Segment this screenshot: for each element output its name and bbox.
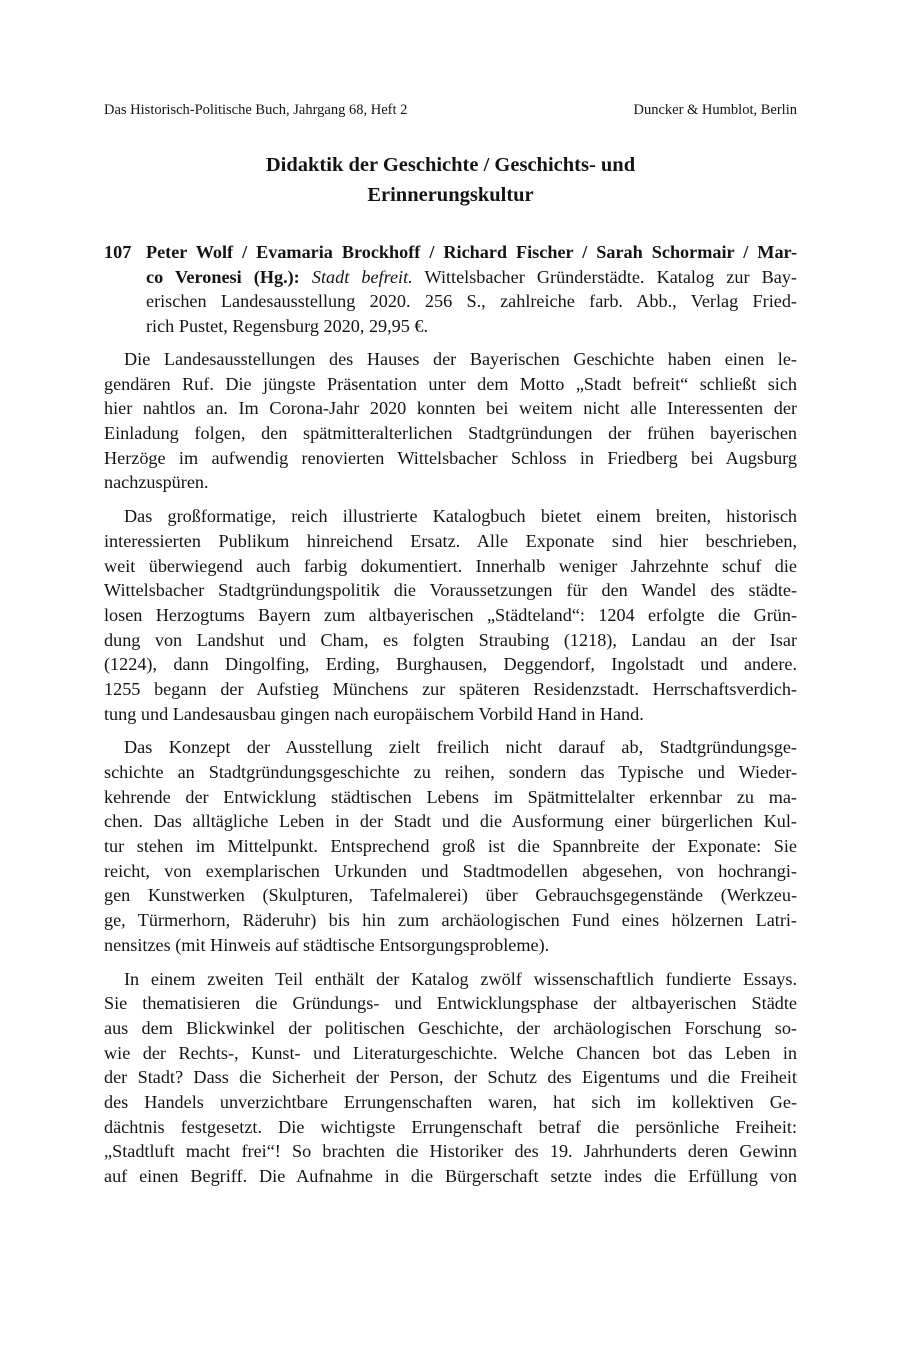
text-line: interessierten Publikum hinreichend Ersatz. Alle Exponate sind hier beschrieben, — [104, 530, 797, 551]
text-line: „Stadtluft macht frei“! So brachten die Historiker des 19. Jahrhunderts deren Gewinn — [104, 1141, 797, 1162]
entry-authors: Peter Wolf / Evamaria Brockhoff / Richard Fischer / Sarah Schormair / Mar- — [146, 242, 797, 262]
text-line: weit überwiegend auch farbig dokumentiert. Innerhalb weniger Jahrzehnte schuf die — [104, 555, 797, 576]
entry-number: 107 — [104, 242, 132, 262]
text-line: Wittelsbacher Stadtgründungspolitik die Voraussetzungen für den Wandel des städte- — [104, 580, 797, 601]
text-line: (1224), dann Dingolfing, Erding, Burghausen, Deggendorf, Ingolstadt und andere. — [104, 654, 797, 675]
text-line: chen. Das alltägliche Leben in der Stadt und die Ausformung einer bürgerlichen Kul- — [104, 811, 797, 832]
text-line: tur stehen im Mittelpunkt. Entsprechend groß ist die Spannbreite der Exponate: Sie — [104, 836, 797, 857]
text-line: Herzöge im aufwendig renovierten Wittelsbacher Schloss in Friedberg bei Augsburg — [104, 447, 797, 468]
entry-citation — [146, 240, 797, 339]
text-line: In einem zweiten Teil enthält der Katalog zwölf wissenschaftlich fundierte Essays. — [124, 968, 797, 989]
body-paragraph — [104, 735, 797, 957]
section-title-line-1: Didaktik der Geschichte / Geschichts- und — [265, 154, 636, 176]
text-line: gendären Ruf. Die jüngste Präsentation unter dem Motto „Stadt befreit“ schließt sich — [104, 373, 797, 394]
text-line: Sie thematisieren die Gründungs- und Entwicklungsphase der altbayerischen Städte — [104, 993, 797, 1014]
citation-line — [146, 240, 797, 265]
text-line: losen Herzogtums Bayern zum altbayerischen „Städteland“: 1204 erfolgte die Grün- — [104, 604, 797, 625]
entry-title: Stadt befreit. — [299, 266, 413, 287]
text-line: nachzuspüren. — [104, 472, 209, 493]
citation-line — [146, 289, 797, 314]
text-line: nensitzes (mit Hinweis auf städtische Entsorgungsprobleme). — [104, 934, 550, 955]
journal-info: Das Historisch-Politische Buch, Jahrgang 68, Heft 2 — [104, 102, 408, 118]
text-line: wie der Rechts-, Kunst- und Literaturgeschichte. Welche Chancen bot das Leben in — [104, 1042, 797, 1063]
text-line: der Stadt? Dass die Sicherheit der Person, der Schutz des Eigentums und die Freiheit — [104, 1067, 797, 1088]
text-line: hier nahtlos an. Im Corona-Jahr 2020 konnten bei weitem nicht alle Interessenten der — [104, 398, 797, 419]
text-line: Einladung folgen, den spätmitteralterlichen Stadtgründungen der frühen bayerischen — [104, 423, 797, 444]
text-line: auf einen Begriff. Die Aufnahme in die Bürgerschaft setzte indes die Erfüllung von — [104, 1166, 797, 1186]
text-line: Die Landesausstellungen des Hauses der Bayerischen Geschichte haben einen le- — [124, 349, 797, 369]
section-title — [104, 150, 797, 210]
citation-line — [146, 265, 797, 290]
entry-details: Wittelsbacher Gründerstädte. Katalog zur Bay- — [412, 266, 797, 287]
text-line: reicht, von exemplarischen Urkunden und Stadtmodellen abgesehen, von hochrangi- — [104, 860, 797, 881]
text-line: Das großformatige, reich illustrierte Katalogbuch bietet einem breiten, historisch — [124, 506, 797, 527]
text-line: ge, Türmerhorn, Räderuhr) bis hin zum archäologischen Fund eines hölzernen Latri- — [104, 910, 797, 931]
text-line: des Handels unverzichtbare Errungenschaften waren, hat sich im kollektiven Ge- — [104, 1091, 797, 1112]
text-line: dächtnis festgesetzt. Die wichtigste Errungenschaft betraf die persönliche Freiheit: — [104, 1116, 797, 1137]
text-line: tung und Landesausbau gingen nach europäischem Vorbild Hand in Hand. — [104, 703, 644, 724]
text-line: Das Konzept der Ausstellung zielt freilich nicht darauf ab, Stadtgründungsge- — [124, 737, 797, 758]
citation-line — [146, 314, 797, 339]
body-paragraph — [104, 967, 797, 1189]
text-line: aus dem Blickwinkel der politischen Geschichte, der archäologischen Forschung so- — [104, 1017, 797, 1038]
body-paragraph — [104, 504, 797, 726]
text-line: gen Kunstwerken (Skulpturen, Tafelmalerei) über Gebrauchsgegenstände (Werkzeu- — [104, 885, 797, 906]
entry-details: erischen Landesausstellung 2020. 256 S., zahlreiche farb. Abb., Verlag Fried- — [146, 291, 797, 312]
text-line: 1255 begann der Aufstieg Münchens zur späteren Residenzstadt. Herrschaftsverdich- — [104, 678, 797, 699]
body-paragraph — [104, 347, 797, 495]
text-line: schichte an Stadtgründungsgeschichte zu reihen, sondern das Typische und Wieder- — [104, 762, 797, 782]
publisher-info: Duncker & Humblot, Berlin — [633, 102, 797, 118]
text-line: kehrende der Entwicklung städtischen Lebens im Spätmittelalter erkennbar zu ma- — [104, 786, 797, 807]
entry-authors: co Veronesi (Hg.): — [146, 266, 300, 287]
entry-details: rich Pustet, Regensburg 2020, 29,95 €. — [146, 316, 429, 337]
review-body — [104, 347, 797, 1198]
section-title-line-2: Erinnerungskultur — [367, 184, 534, 206]
text-line: dung von Landshut und Cham, es folgten Straubing (1218), Landau an der Isar — [104, 629, 797, 650]
review-entry — [104, 240, 797, 339]
